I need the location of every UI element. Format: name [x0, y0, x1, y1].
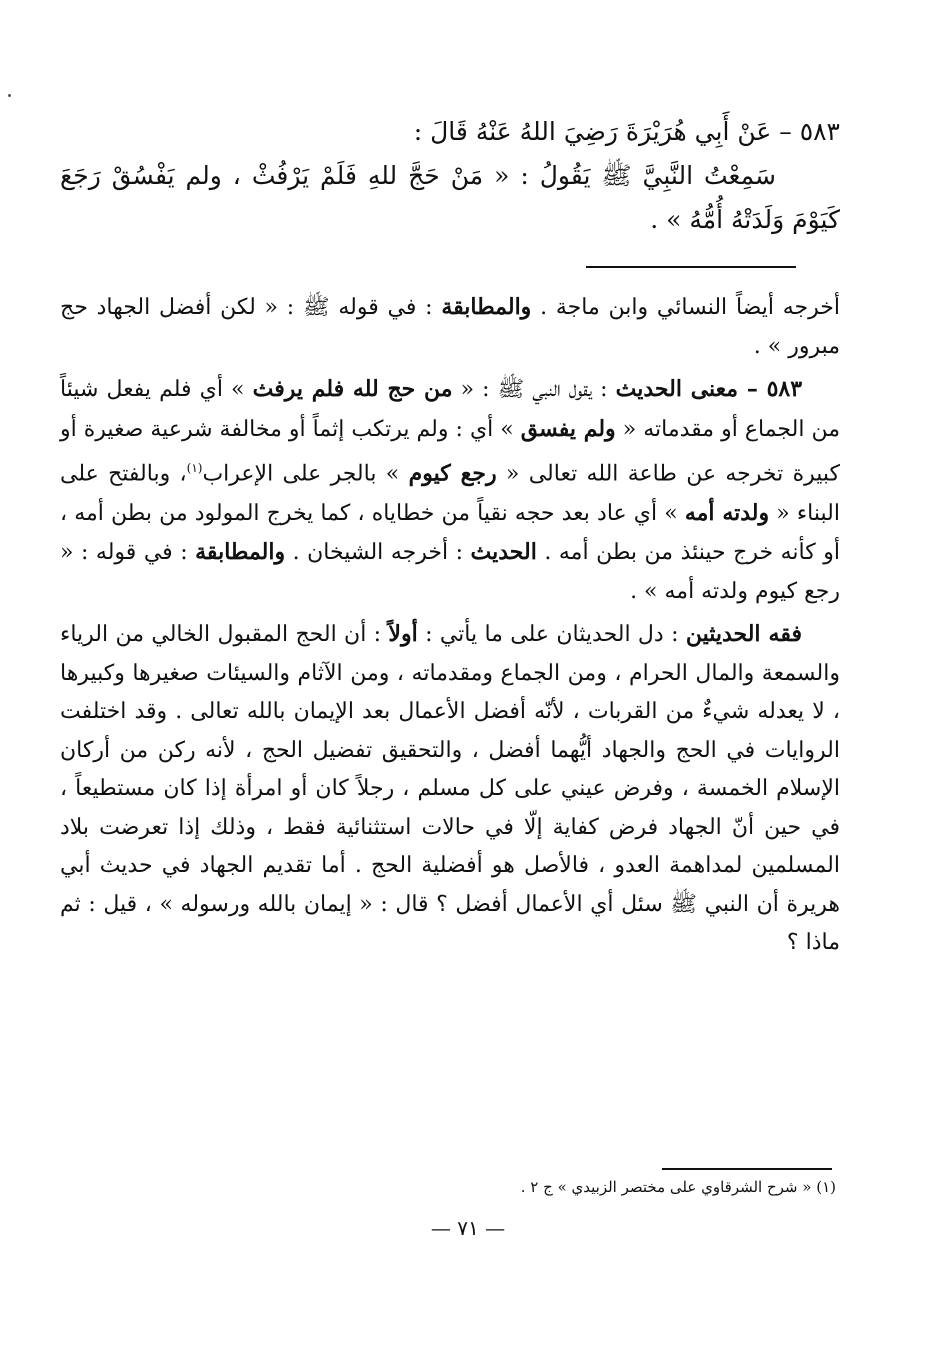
footnote-ref: (١)	[186, 461, 203, 475]
footnote: (١) « شرح الشرقاوي على مختصر الزبيدي » ج ٢ .	[520, 1178, 836, 1196]
text-span: : يقول النبي ﷺ : «	[452, 377, 616, 402]
scan-speck	[8, 94, 11, 97]
separator	[60, 242, 840, 288]
bold-term: ولم يفسق	[520, 415, 616, 442]
hadith-line-2: سَمِعْتُ النَّبِيَّ ﷺ يَقُولُ : « مَنْ حَجَّ للهِ فَلَمْ يَرْفُثْ ، ولم يَفْسُقْ رَجَعَ كَيَوْمَ وَلَدَتْهُ أُمُّهُ » .	[60, 161, 840, 234]
paragraph-fiqh	[60, 615, 840, 963]
bold-term: والمطابقة	[195, 539, 286, 566]
bold-term: من حج لله فلم يرفث	[252, 376, 453, 402]
paragraph-takhrij	[60, 288, 840, 366]
text-span: » أي : ولم يرتكب إثماً أو مخالفة شرعية صغيرة أو كبيرة تخرجه عن طاعة الله تعالى «	[60, 416, 840, 487]
text-span: » أي فلم يفعل شيئاً من الجماع أو مقدماته «	[60, 377, 840, 442]
text-span: : أن الحج المقبول الخالي من الرياء والسمعة والمال الحرام ، ومن الجماع ومقدماته ، ومن الآثام والسيئات صغيرها وكبيرها ، لا يعدله شيءٌ من القربات ، لأنّه أفضل الأعمال بعد الإيمان بالله تعالى . وقد اختلفت الروايات في الحج والجهاد أيُّهما أفضل ، والتحقيق تفضيل الحج ، لأنه ركن من أركان الإسلام الخمسة ، وفرض عيني على كل مسلم ، رجلاً كان أو امرأة إذا كان مستطيعاً ، في حين أنّ الجهاد فرض كفاية إلّا في حالات استثنائية فقط ، وذلك إذا تعرضت بلاد المسلمين لمداهمة العدو ، فالأصل هو أفضلية الحج . أما تقديم الجهاد في حديث أبي هريرة أن النبي ﷺ سئل أي الأعمال أفضل ؟ قال : « إيمان بالله ورسوله » ، قيل : ثم ماذا ؟	[60, 622, 840, 956]
page-number: — ٧١ —	[430, 1216, 506, 1240]
text-span: » بالجر على الإعراب	[202, 461, 409, 487]
text-span: : في قوله ﷺ : « لكن أفضل الجهاد حج مبرور » .	[60, 295, 840, 359]
text-span: » أي عاد بعد حجه نقياً من خطاياه ، كما يخرج المولود من بطن أمه ، أو كأنه خرج حينئذ من بطن أمه .	[60, 500, 840, 566]
bold-term: الحديث	[470, 539, 537, 566]
commentary	[60, 288, 840, 963]
hadith-text	[60, 110, 840, 242]
text-span: : أخرجه الشيخان .	[285, 540, 471, 566]
bold-term: ٥٨٣ – معنى الحديث	[615, 376, 803, 402]
bold-term: فقه الحديثين	[685, 621, 802, 648]
text-span: ، وبالفتح على البناء «	[60, 461, 840, 526]
hadith-line-1: ٥٨٣ – عَنْ أَبِي هُرَيْرَةَ رَضِيَ اللهُ عَنْهُ قَالَ :	[413, 117, 840, 146]
bold-term: أولاً	[388, 621, 418, 648]
bold-term: رجع كيوم	[408, 460, 497, 487]
text-span: أخرجه أيضاً النسائي وابن ماجة .	[531, 295, 840, 320]
footnote-separator	[662, 1168, 832, 1170]
paragraph-meaning	[60, 370, 840, 611]
text-span: : دل الحديثان على ما يأتي :	[417, 622, 686, 648]
bold-term: والمطابقة	[441, 294, 532, 320]
text-span: : في قوله : « رجع كيوم ولدته أمه » .	[60, 540, 840, 604]
bold-term: ولدته أمه	[684, 499, 770, 526]
page-body	[60, 110, 840, 967]
